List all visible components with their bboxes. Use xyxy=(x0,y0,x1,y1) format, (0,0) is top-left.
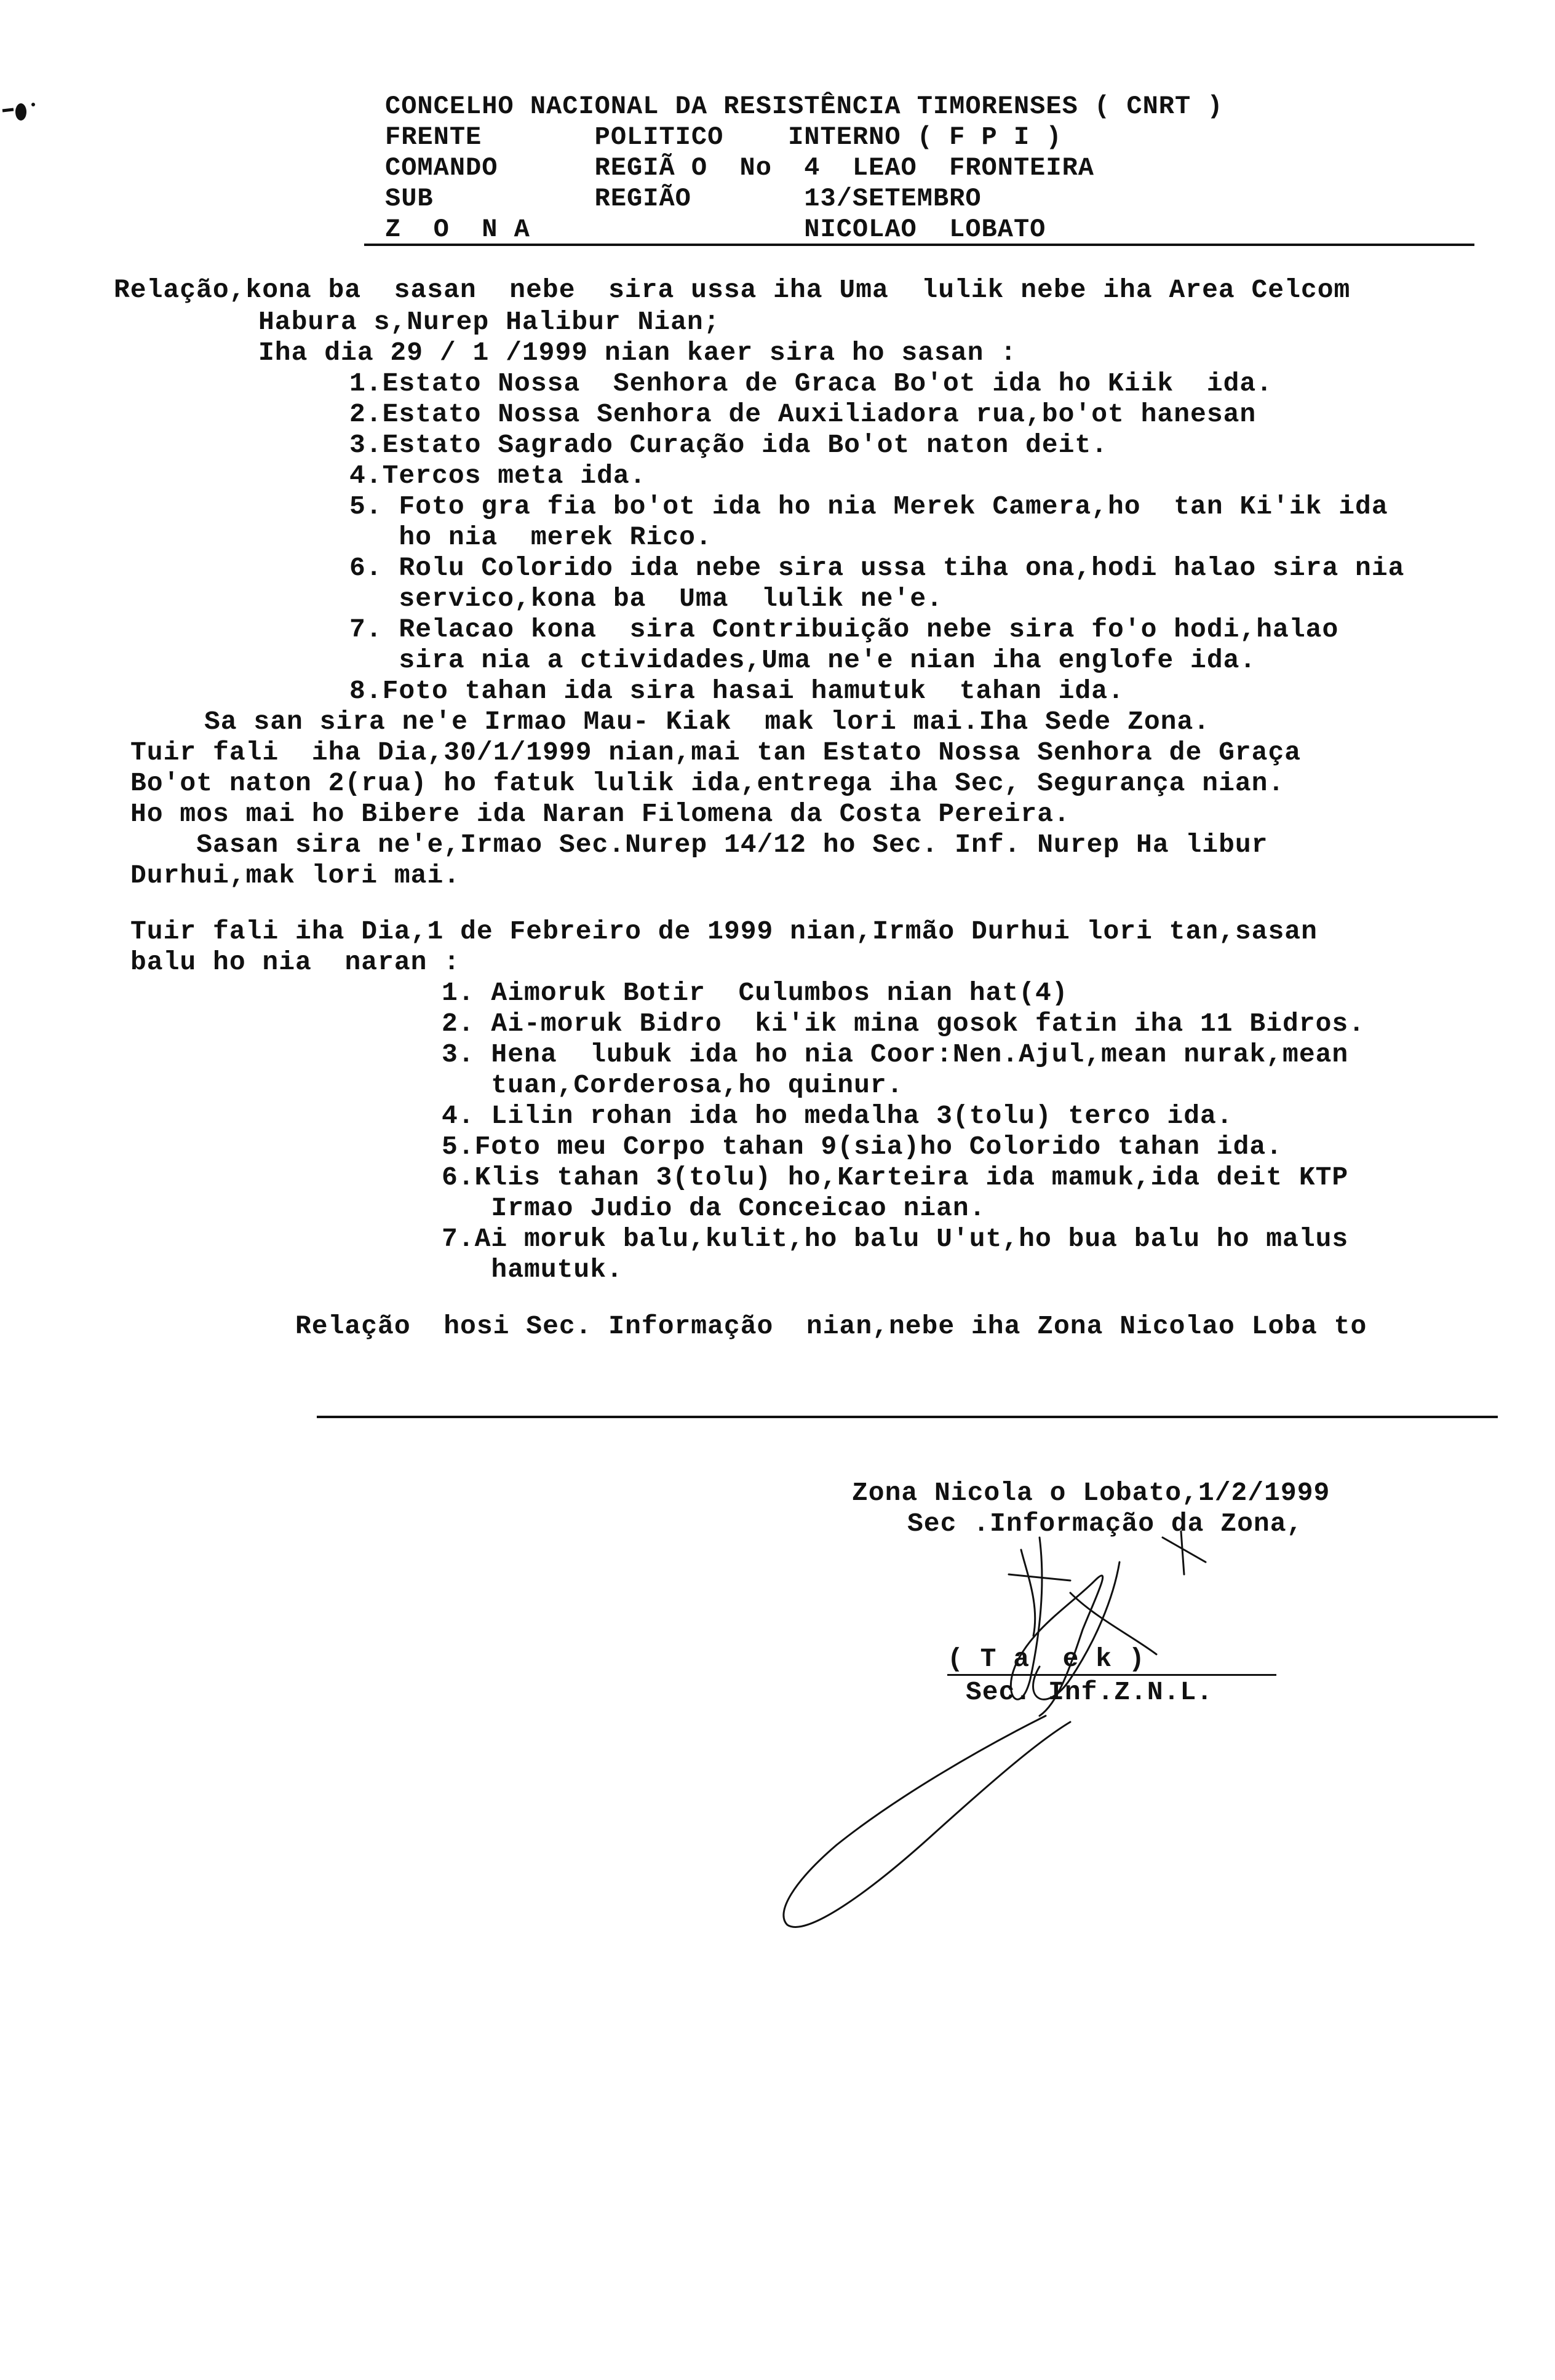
closing-line: Relação hosi Sec. Informação nian,nebe iha Zona Nicolao Loba to xyxy=(295,1311,1367,1341)
signature-office: Sec .Informação da Zona, xyxy=(907,1509,1303,1539)
handwritten-signature xyxy=(750,1513,1353,1943)
list1-item: 8.Foto tahan ida sira hasai hamutuk tahan ida. xyxy=(349,676,1124,706)
list1-item: 1.Estato Nossa Senhora de Graca Bo'ot ida ho Kiik ida. xyxy=(349,368,1273,399)
signature-role: Sec. Inf.Z.N.L. xyxy=(966,1677,1214,1707)
list1-item: 2.Estato Nossa Senhora de Auxiliadora rua,bo'ot hanesan xyxy=(349,399,1257,429)
signature-name: ( T a e k ) xyxy=(947,1644,1145,1674)
list2-item: 5.Foto meu Corpo tahan 9(sia)ho Colorido tahan ida. xyxy=(442,1132,1283,1162)
para2-line: balu ho nia naran : xyxy=(130,947,461,977)
list1-item: sira nia a ctividades,Uma ne'e nian iha englofe ida. xyxy=(349,645,1257,675)
list2-item: 1. Aimoruk Botir Culumbos nian hat(4) xyxy=(442,978,1068,1008)
list1-item: 4.Tercos meta ida. xyxy=(349,461,646,491)
para1-line: Tuir fali iha Dia,30/1/1999 nian,mai tan Estato Nossa Senhora de Graça xyxy=(130,737,1302,768)
header-line-2: FRENTE POLITICO INTERNO ( F P I ) xyxy=(385,122,1062,152)
para1-line: Ho mos mai ho Bibere ida Naran Filomena da Costa Pereira. xyxy=(130,799,1070,829)
header-line-3: COMANDO REGIÃ O No 4 LEAO FRONTEIRA xyxy=(385,153,1094,183)
intro-line-3: Iha dia 29 / 1 /1999 nian kaer sira ho sasan : xyxy=(258,338,1017,368)
para1-line: Sa san sira ne'e Irmao Mau- Kiak mak lori mai.Iha Sede Zona. xyxy=(204,707,1211,737)
para1-line: Bo'ot naton 2(rua) ho fatuk lulik ida,entrega iha Sec, Segurança nian. xyxy=(130,768,1285,798)
list2-item: 6.Klis tahan 3(tolu) ho,Karteira ida mamuk,ida deit KTP xyxy=(442,1162,1349,1192)
list1-item: ho nia merek Rico. xyxy=(349,522,712,552)
list2-item: 2. Ai-moruk Bidro ki'ik mina gosok fatin iha 11 Bidros. xyxy=(442,1009,1366,1039)
para1-line: Sasan sira ne'e,Irmao Sec.Nurep 14/12 ho Sec. Inf. Nurep Ha libur xyxy=(130,830,1268,860)
list1-item: 6. Rolu Colorido ida nebe sira ussa tiha ona,hodi halao sira nia xyxy=(349,553,1405,583)
list2-item: 7.Ai moruk balu,kulit,ho balu U'ut,ho bua balu ho malus xyxy=(442,1224,1349,1254)
list2-item: hamutuk. xyxy=(442,1255,623,1285)
intro-line-2: Habura s,Nurep Halibur Nian; xyxy=(258,307,720,337)
para1-line: Durhui,mak lori mai. xyxy=(130,860,461,891)
list1-item: servico,kona ba Uma lulik ne'e. xyxy=(349,584,943,614)
list1-item: 3.Estato Sagrado Curação ida Bo'ot naton deit. xyxy=(349,430,1108,460)
list2-item: Irmao Judio da Conceicao nian. xyxy=(442,1193,986,1223)
header-line-5: Z O N A NICOLAO LOBATO xyxy=(385,215,1046,244)
list2-item: 4. Lilin rohan ida ho medalha 3(tolu) terco ida. xyxy=(442,1101,1233,1131)
corner-mark xyxy=(0,86,49,141)
list2-item: 3. Hena lubuk ida ho nia Coor:Nen.Ajul,mean nurak,mean xyxy=(442,1039,1349,1069)
header-rule xyxy=(364,244,1474,246)
header-line-1: CONCELHO NACIONAL DA RESISTÊNCIA TIMORENSES ( CNRT ) xyxy=(385,92,1223,121)
list1-item: 7. Relacao kona sira Contribuição nebe sira fo'o hodi,halao xyxy=(349,614,1339,645)
signature-place-date: Zona Nicola o Lobato,1/2/1999 xyxy=(852,1478,1330,1508)
list2-item: tuan,Corderosa,ho quinur. xyxy=(442,1070,904,1100)
para2-line: Tuir fali iha Dia,1 de Febreiro de 1999 nian,Irmão Durhui lori tan,sasan xyxy=(130,916,1318,946)
header-line-4: SUB REGIÃO 13/SETEMBRO xyxy=(385,184,982,213)
closing-rule xyxy=(317,1416,1498,1418)
intro-line-1: Relação,kona ba sasan nebe sira ussa iha Uma lulik nebe iha Area Celcom xyxy=(114,275,1351,305)
list1-item: 5. Foto gra fia bo'ot ida ho nia Merek Camera,ho tan Ki'ik ida xyxy=(349,491,1388,522)
